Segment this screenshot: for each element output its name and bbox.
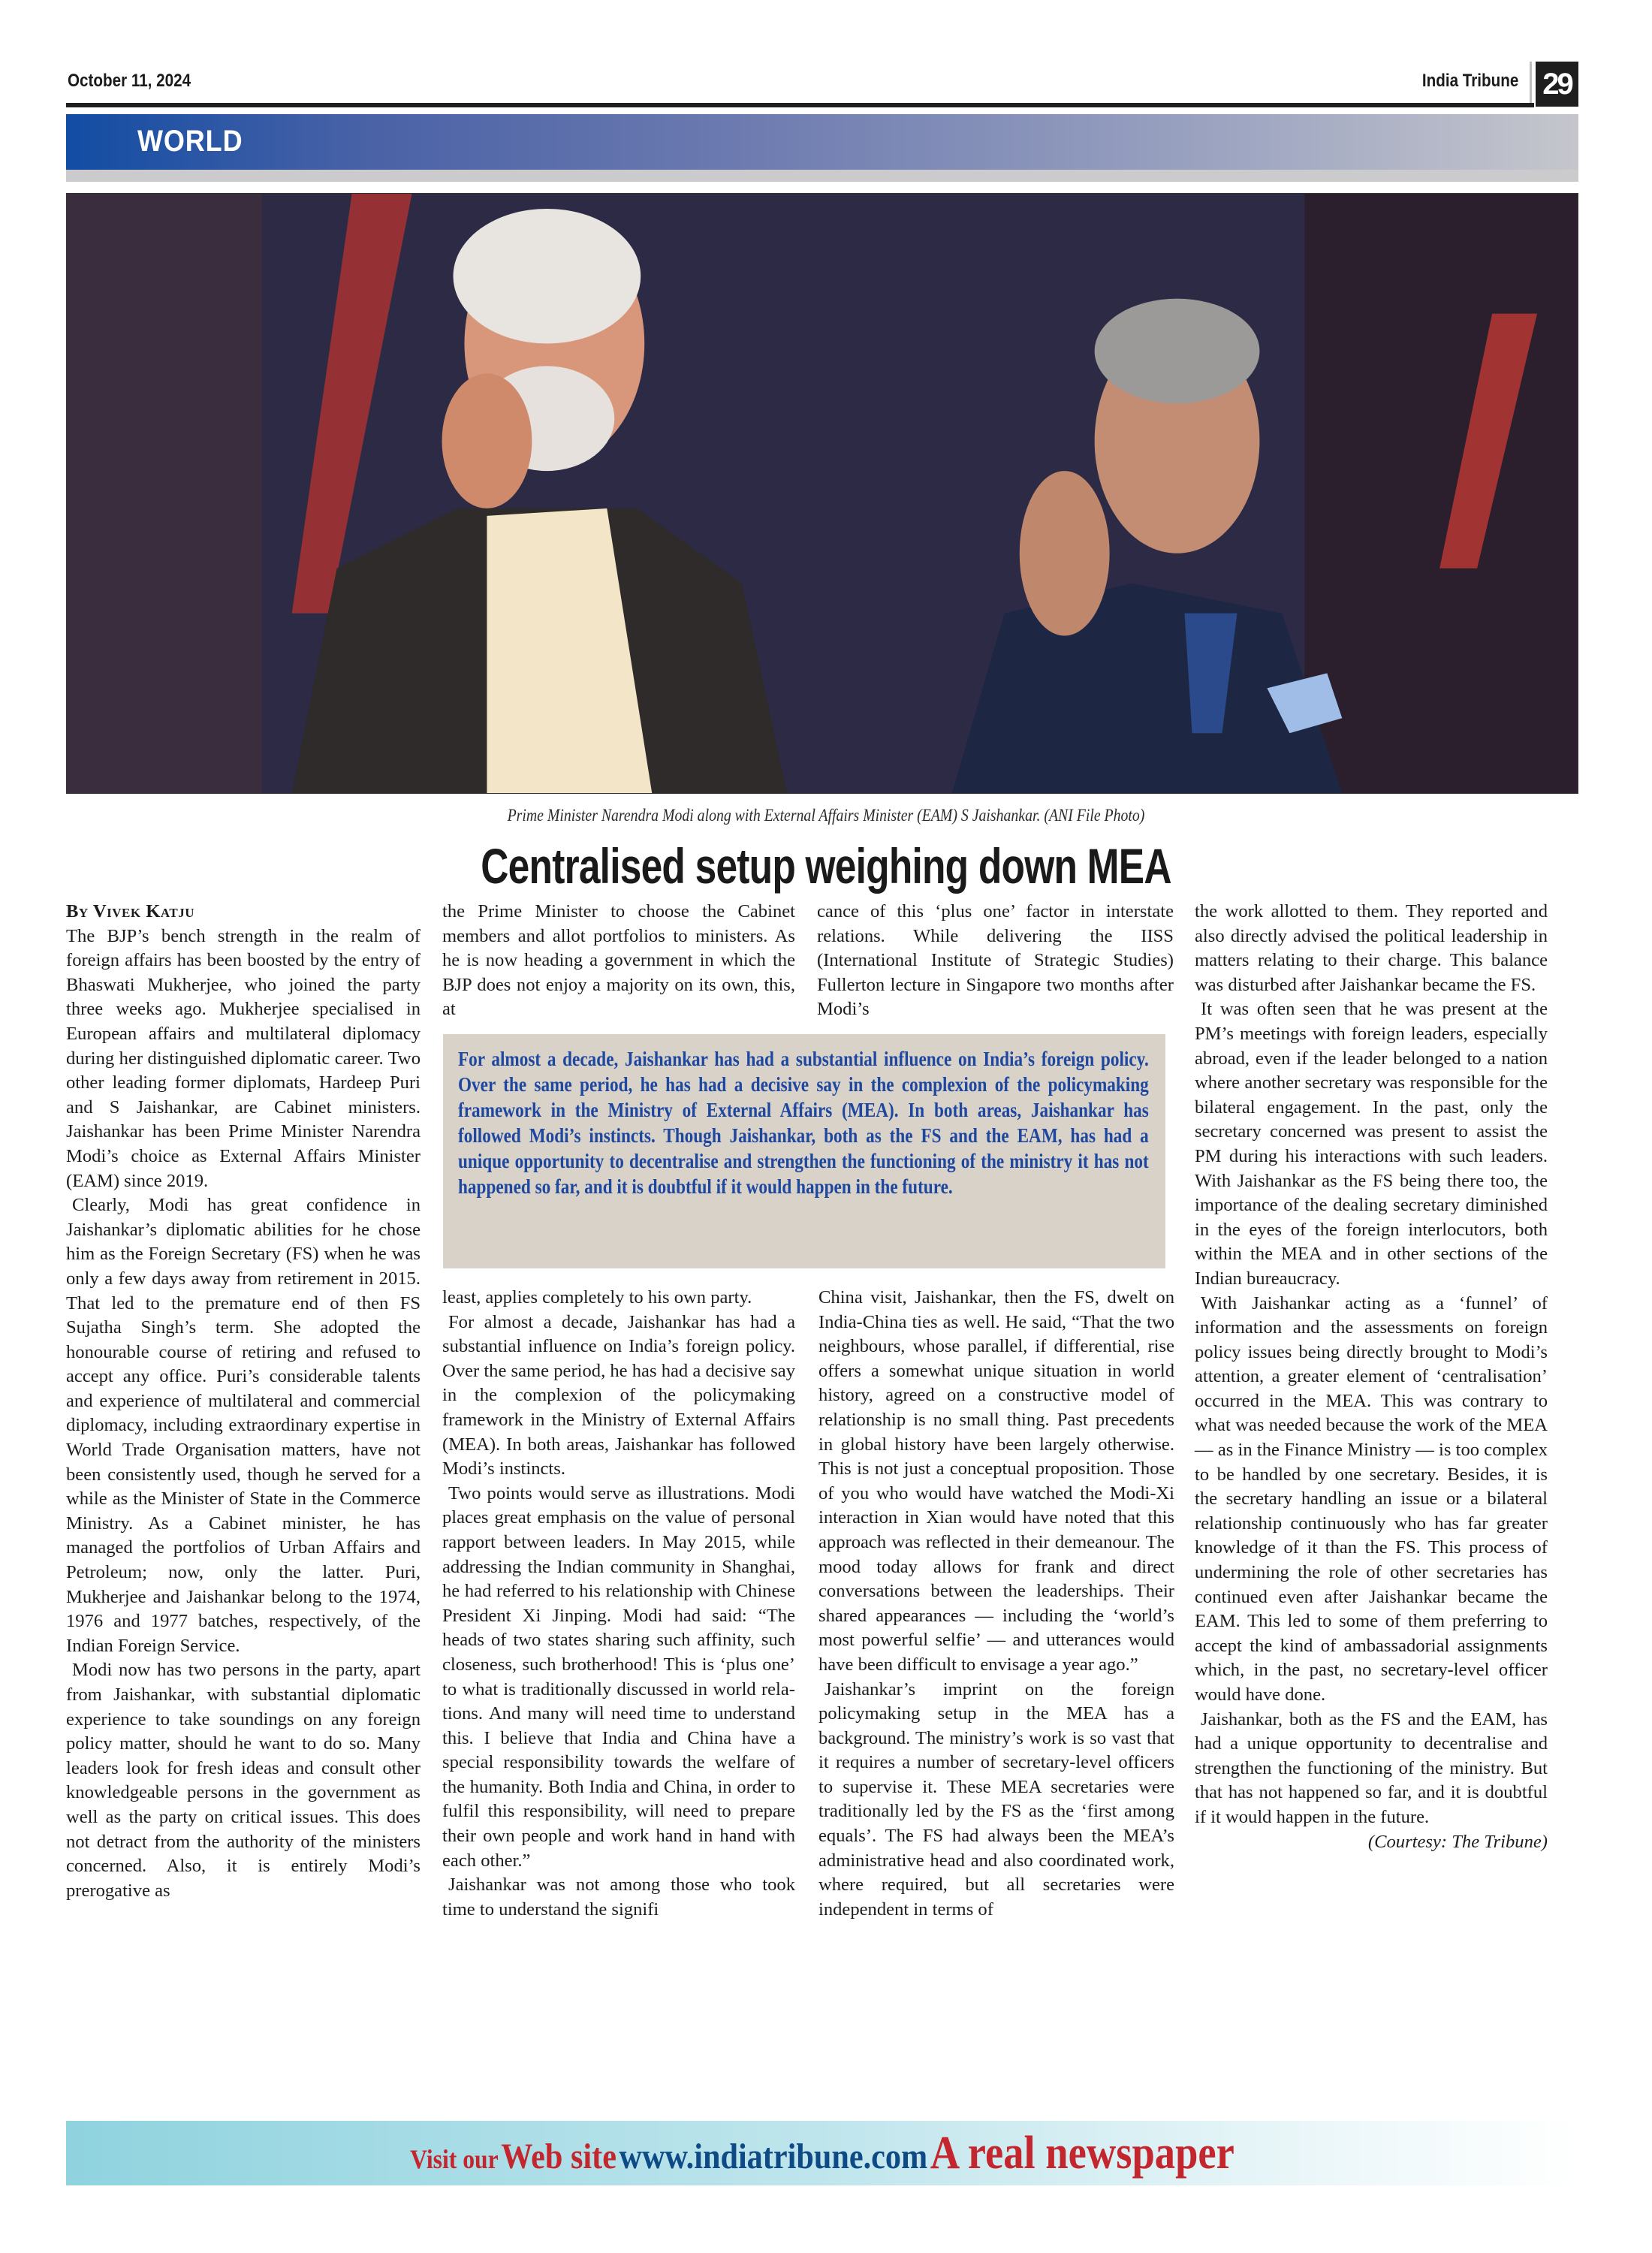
page-number: 29 (1532, 62, 1578, 107)
article-photo (66, 193, 1578, 794)
article-column-3-bottom (818, 1286, 1174, 1922)
person-left-hand (442, 373, 532, 508)
header-rule (66, 103, 1534, 107)
article-column-2-bottom (442, 1286, 795, 1922)
paragraph: the Prime Minister to choose the Cabinet members and allot portfolios to ministers. As he is now heading a government in which the BJP does not enjoy a majority on its own, this, at (442, 901, 795, 1020)
paragraph: cance of this ‘plus one’ factor in interstate relations. While delivering the IISS (International Institute of Strategic Studies) Fullerton lecture in Singapore two months after Modi’s (817, 901, 1174, 1020)
courtesy-credit: (Courtesy: The Tribune) (1367, 1831, 1548, 1852)
person-right-hand (1020, 471, 1110, 635)
paragraph: Jaishankar, both as the FS and the EAM, has had a unique opportunity to decentralise and strengthen the functioning of the ministry. But that has not happened so far, and it is doubtful if it would happen in the future. (1195, 1709, 1548, 1827)
section-band-underline (66, 170, 1578, 182)
paragraph: the work allotted to them. They reported and also directly advised the political leadership in matters relating to their charge. This balance was disturbed after Jaishankar became the FS. (1195, 901, 1548, 995)
photo-caption: Prime Minister Narendra Modi along with External Affairs Minister (EAM) S Jaishankar. (ANI File Photo) (507, 806, 1145, 825)
article-column-2-top (442, 900, 795, 1022)
person-left-hair (453, 209, 641, 344)
website-promo-banner[interactable] (66, 2121, 1578, 2185)
crowd-right (1304, 194, 1578, 793)
promo-web-site: Web site (501, 2137, 616, 2176)
paragraph: The BJP’s bench strength in the realm of foreign affairs has been boosted by the entry of Bhaswati Mukherjee, who joined the party three weeks ago. Mukherjee specialised in European affairs and multilateral diplomacy during her distinguished diplomatic career. Two other leading former diplomats, Hardeep Puri and S Jaishankar, are Cabinet ministers. Jaishankar has been Prime Minister Narendra Modi’s choice as External Affairs Minister (EAM) since 2019. (66, 925, 421, 1191)
paragraph: Jaishankar was not among those who took time to understand the signifi (442, 1874, 795, 1920)
pull-quote (443, 1034, 1165, 1268)
paragraph: With Jaishankar acting as a ‘funnel’ of information and the assessments on foreign policy issues being directly brought to Modi’s attention, a greater element of ‘centralisation’ occurred in the MEA. This was contrary to what was needed because the work of the MEA — as in the Finance Ministry — is too complex to be handled by one secretary. Besides, it is the secretary handling an issue or a bilateral relationship continuously who has far greater knowledge of it than the FS. This process of undermining the role of other secretaries has continued even after Jaishankar became the EAM. This led to some of them preferring to accept the kind of ambassadorial assignments which, in the past, no secretary-level officer would have done. (1195, 1292, 1548, 1705)
promo-visit: Visit our (410, 2144, 499, 2174)
publication-name: India Tribune (1421, 71, 1518, 91)
paragraph: Two points would serve as illustrations. Modi places great emphasis on the value of personal rapport between leaders. In May 2015, while addressing the Indian community in Shanghai, he had referred to his relationship with Chinese President Xi Jinping. Modi had said: “The heads of two states sharing such affinity, such closeness, such brotherhood! This is ‘plus one’ to what is traditionally discussed in world relations. And many will need time to understand this. I believe that India and China have a special responsibility towards the welfare of the humanity. Both India and China, in order to fulfil this responsibility, will need to prepare their own people and work hand in hand with each other.” (442, 1482, 795, 1871)
paragraph: Modi now has two persons in the party, apart from Jaishankar, with substantial diplomatic experience to take soundings on any foreign policy matter, should he want to do so. Many leaders look for fresh ideas and consult other knowledgeable persons in the government as well as the party on critical issues. This does not detract from the authority of the ministers concerned. Also, it is entirely Modi’s prerogative as (66, 1660, 421, 1901)
issue-date: October 11, 2024 (68, 71, 191, 91)
paragraph: For almost a decade, Jaishankar has had a substantial influence on India’s foreign policy. Over the same period, he has had a decisive say in the complexion of the policymaking framework in the Ministry of External Affairs (MEA). In both areas, Jaishankar has followed Modi’s instincts. (442, 1311, 795, 1479)
section-label: WORLD (137, 125, 243, 158)
article-column-3-top (817, 900, 1174, 1022)
paragraph: Clearly, Modi has great confidence in Jaishankar’s diplomatic abilities for he chose him as the Foreign Secretary (FS) when he was only a few days away from retirement in 2015. That led to the premature end of then FS Sujatha Singh’s term. She adopted the honourable course of retiring and refused to accept any office. Puri’s considerable talents and experience of multilateral and commercial diplomacy, including extraordinary expertise in World Trade Organisation matters, have not been consistently used, though he served for a while as the Minister of State in the Commerce Ministry. As a Cabinet minister, he has managed the portfolios of Urban Affairs and Petroleum; now, only the latter. Puri, Mukherjee and Jaishankar belong to the 1974, 1976 and 1977 batches, respectively, of the Indian Foreign Service. (66, 1195, 421, 1656)
paragraph: It was often seen that he was present at the PM’s meetings with foreign leaders, especially abroad, even if the leader belonged to a nation where another secretary was responsible for the bilateral engagement. In the past, only the secretary concerned was present to assist the PM during his interactions with such leaders. With Jaishankar as the FS being there too, the importance of the dealing secretary diminished in the eyes of the foreign interlocutors, both within the MEA and in other sections of the Indian bureaucracy. (1195, 999, 1548, 1289)
article-column-1 (66, 900, 421, 2086)
person-right-hair (1095, 299, 1260, 404)
paragraph: China visit, Jaishankar, then the FS, dwelt on India-China ties as well. He said, “That the two neighbours, whose parallel, if differential, rise offers a somewhat unique situation in world history, agreed on a constructive model of relationship is no small thing. Past precedents in global history have been largely otherwise. This is not just a conceptual proposition. Those of you who would have watched the Modi-Xi interaction in Xian would have noted that this approach was reflected in their demeanour. The mood today allows for frank and direct conversations between the leaderships. Their shared appearances — including the ‘world’s most powerful selfie’ — and utterances would have been difficult to envisage a year ago.” (818, 1287, 1174, 1675)
promo-tagline: A real newspaper (930, 2128, 1234, 2179)
article-headline: Centralised setup weighing down MEA (481, 838, 1171, 894)
photo-illustration (67, 194, 1578, 793)
pull-quote-text: For almost a decade, Jaishankar has had a substantial influence on India’s foreign policy. Over the same period, he has had a decisive say in the complexion of the policymaking framework in the Ministry of External Affairs (MEA). In both areas, Jaishankar has followed Modi’s instincts. Though Jaishankar, both as the FS and the EAM, has had a unique opportunity to decentralise and strengthen the functioning of the ministry it has not happened so far, and it is doubtful if it would happen in the future. (458, 1048, 1149, 1198)
page-header (66, 66, 1578, 105)
paragraph: Jaishankar’s imprint on the foreign policymaking setup in the MEA has a background. The ministry’s work is so vast that it requires a number of secretary-level officers to supervise it. These MEA secretaries were traditionally led by the FS as the ‘first among equals’. The FS had always been the MEA’s administrative head and also coordinated work, where required, but all secretaries were independent in terms of (818, 1678, 1174, 1920)
byline: By Vivek Katju (66, 901, 195, 921)
promo-text (157, 2127, 1488, 2180)
promo-url-link[interactable]: www.indiatribune.com (619, 2137, 928, 2176)
crowd-left (67, 194, 262, 793)
section-band (66, 114, 1578, 170)
article-column-4 (1195, 900, 1548, 1854)
paragraph: least, applies completely to his own party. (442, 1287, 752, 1307)
